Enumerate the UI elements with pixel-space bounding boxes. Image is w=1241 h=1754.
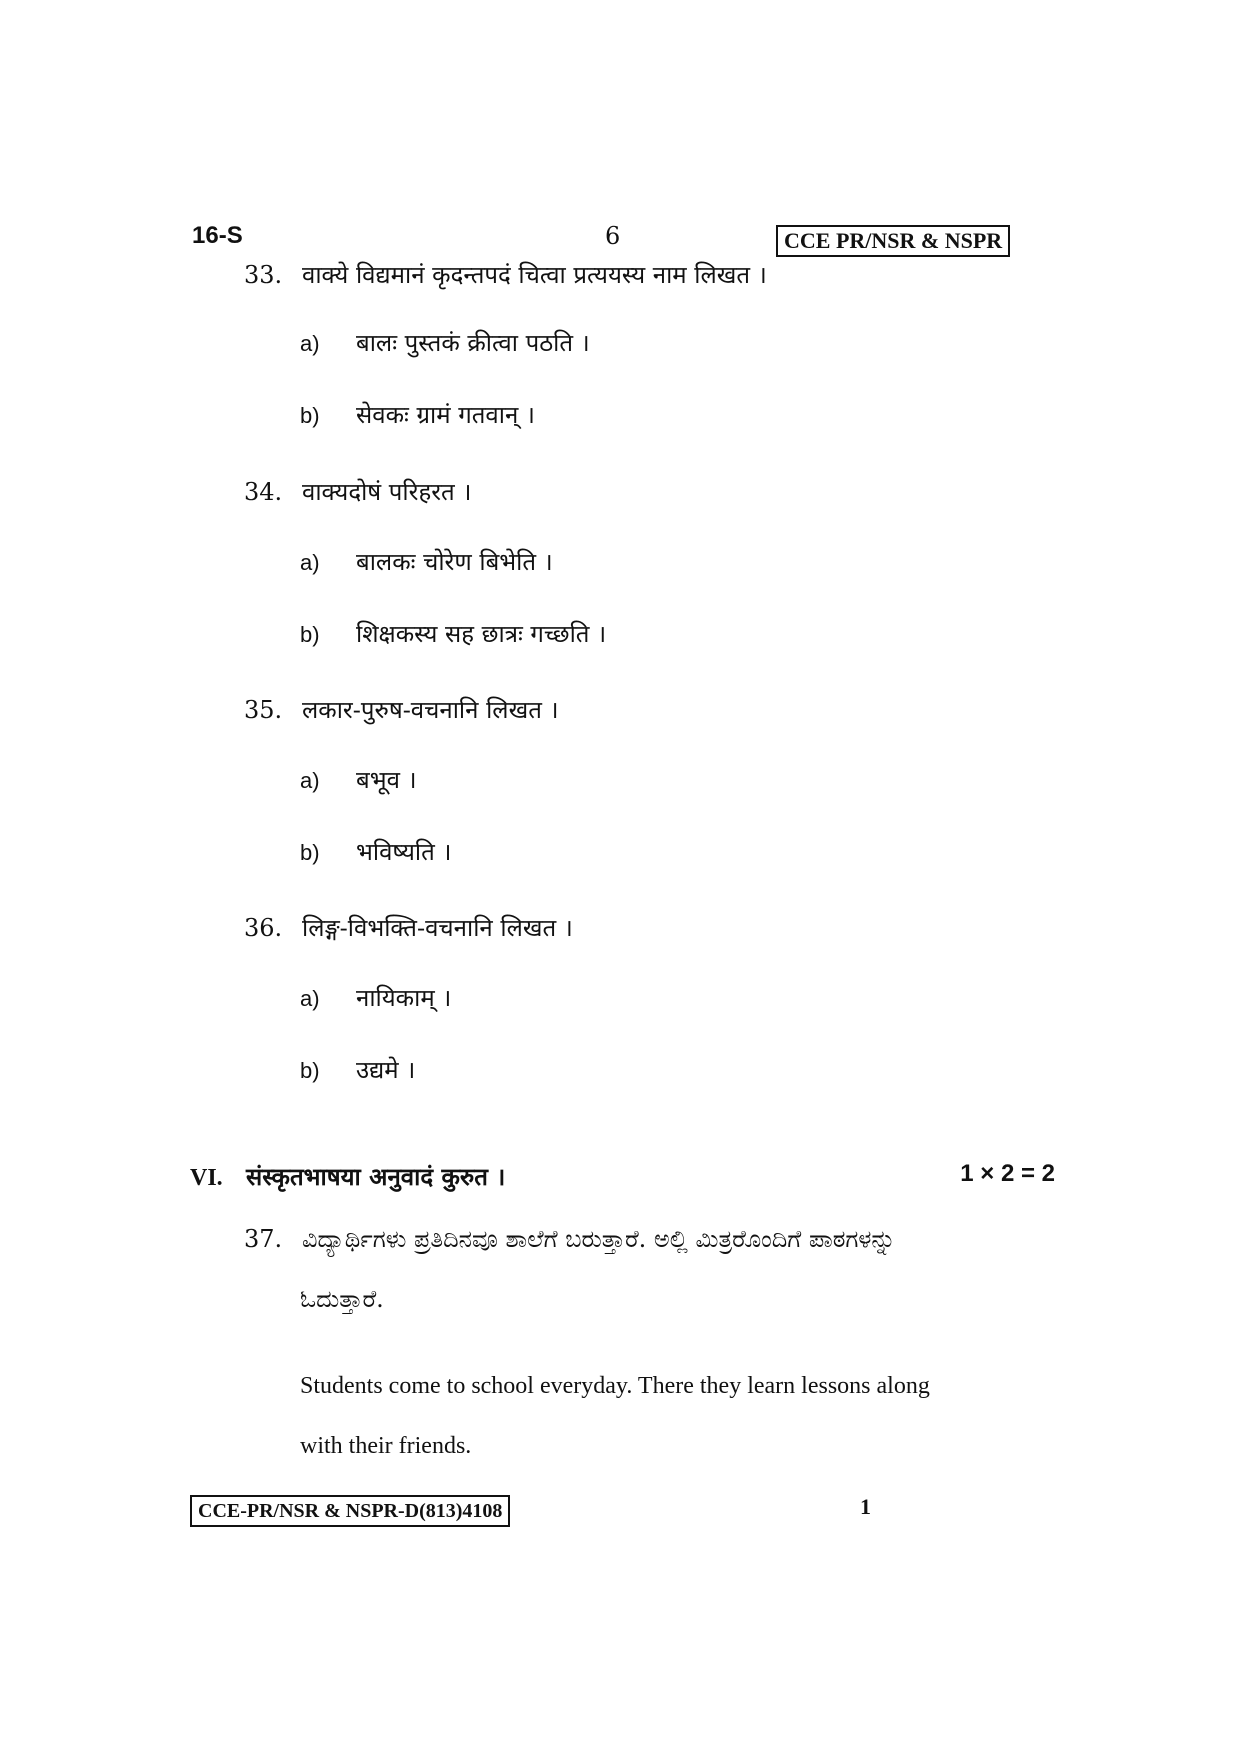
question-number: 35.	[244, 696, 283, 724]
header-exam-code: CCE PR/NSR & NSPR	[776, 225, 1010, 257]
question-text: वाक्यदोषं परिहरत ।	[302, 478, 472, 506]
section-number: VI.	[190, 1165, 223, 1191]
question-kannada-line-2: ಓದುತ್ತಾರೆ.	[300, 1285, 384, 1313]
question-33-option-a	[300, 326, 590, 359]
option-label: b)	[300, 403, 320, 428]
question-35-option-b	[300, 835, 452, 868]
question-english-line-2: with their friends.	[300, 1433, 472, 1459]
question-kannada-line-1: ವಿದ್ಯಾರ್ಥಿಗಳು ಪ್ರತಿದಿನವೂ ಶಾಲೆಗೆ ಬರುತ್ತಾರೆ. ಅಲ್ಲಿ ಮಿತ್ರರೊಂದಿಗೆ ಪಾಠಗಳನ್ನು	[302, 1225, 896, 1253]
section-title: संस्कृतभाषया अनुवादं कुरुत ।	[246, 1162, 506, 1191]
question-number: 33.	[244, 261, 283, 289]
option-label: b)	[300, 622, 320, 647]
option-label: a)	[300, 986, 320, 1011]
header-paper-code: 16-S	[192, 222, 243, 249]
question-36	[244, 911, 573, 944]
option-label: a)	[300, 550, 320, 575]
question-36-option-a	[300, 981, 451, 1014]
question-36-option-b	[300, 1053, 415, 1086]
option-label: b)	[300, 840, 320, 865]
option-label: a)	[300, 331, 320, 356]
question-text: वाक्ये विद्यमानं कृदन्तपदं चित्वा प्रत्ययस्य नाम लिखत ।	[302, 261, 767, 289]
header-page-number: 6	[605, 222, 621, 250]
question-text: लकार-पुरुष-वचनानि लिखत ।	[302, 696, 559, 724]
option-text: सेवकः ग्रामं गतवान् ।	[356, 401, 536, 429]
question-34-option-a	[300, 545, 553, 578]
section-marks: 1 × 2 = 2	[960, 1160, 1055, 1187]
question-number: 37.	[244, 1225, 283, 1253]
option-text: नायिकाम् ।	[356, 984, 452, 1012]
question-37	[244, 1225, 896, 1253]
option-text: उद्यमे ।	[356, 1056, 416, 1084]
option-label: a)	[300, 768, 320, 793]
option-text: बालः पुस्तकं क्रीत्वा पठति ।	[356, 329, 590, 357]
question-33	[244, 258, 767, 291]
option-text: बभूव ।	[356, 766, 417, 794]
question-english-line-1: Students come to school everyday. There they learn lessons along	[300, 1373, 930, 1399]
footer-exam-code: CCE-PR/NSR & NSPR-D(813)4108	[190, 1495, 510, 1527]
question-34	[244, 475, 471, 508]
option-text: बालकः चोरेण बिभेति ।	[356, 548, 553, 576]
question-number: 36.	[244, 914, 283, 942]
question-33-option-b	[300, 398, 535, 431]
question-35-option-a	[300, 763, 417, 796]
question-34-option-b	[300, 617, 606, 650]
option-label: b)	[300, 1058, 320, 1083]
option-text: भविष्यति ।	[356, 838, 452, 866]
question-35	[244, 693, 559, 726]
footer-page-number: 1	[860, 1494, 871, 1519]
section-heading	[190, 1160, 1055, 1193]
question-text: लिङ्ग-विभक्ति-वचनानि लिखत ।	[302, 914, 573, 942]
option-text: शिक्षकस्य सह छात्रः गच्छति ।	[356, 620, 607, 648]
question-number: 34.	[244, 478, 283, 506]
